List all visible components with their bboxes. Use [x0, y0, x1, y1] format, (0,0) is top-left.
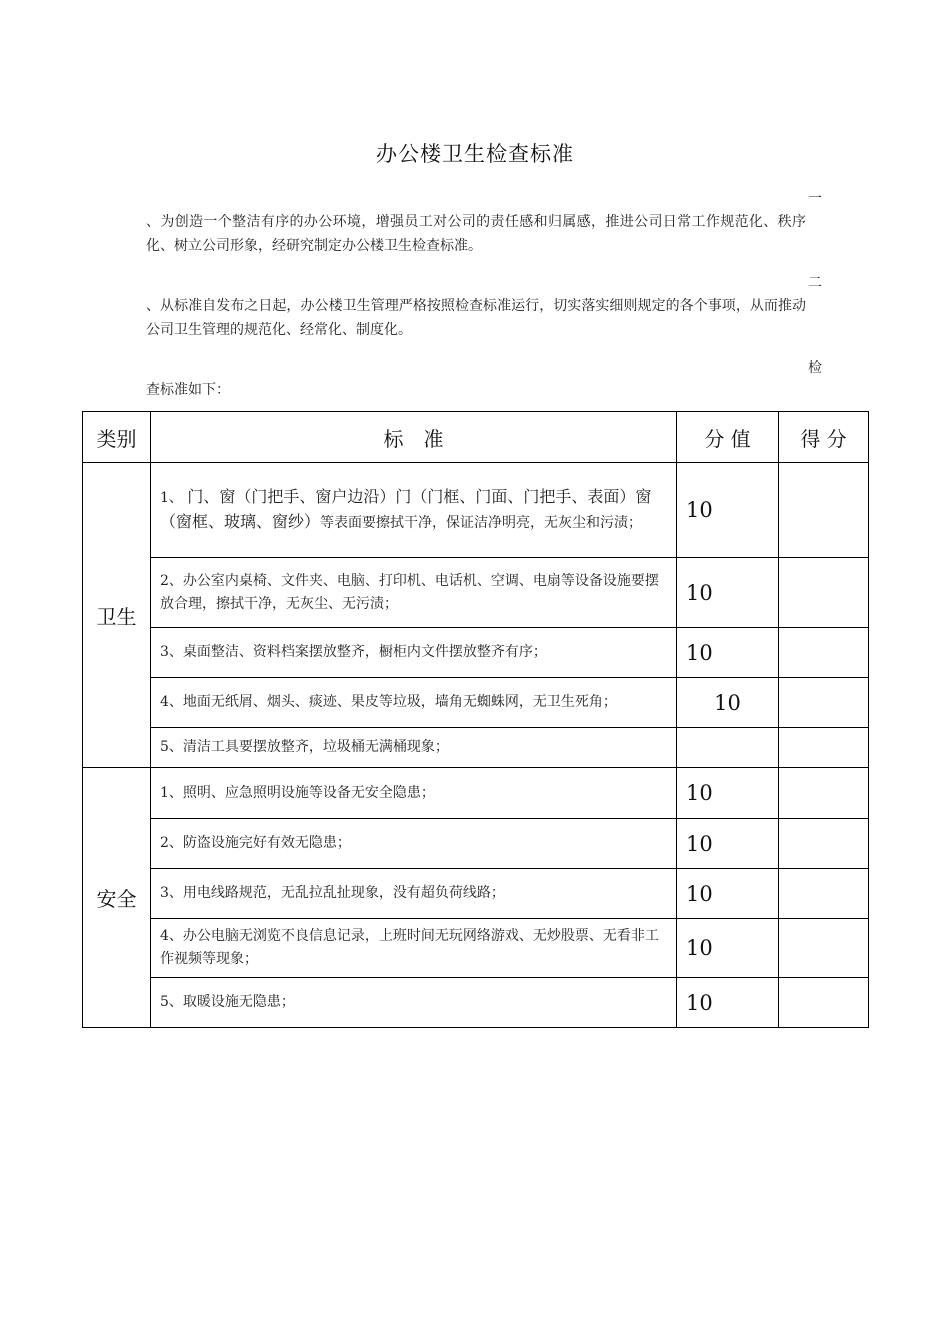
score-obtained-cell[interactable]: [779, 978, 869, 1028]
criterion-text: 3、桌面整洁、资料档案摆放整齐，橱柜内文件摆放整齐有序；: [151, 628, 677, 678]
score-obtained-cell[interactable]: [779, 768, 869, 819]
header-value: 分 值: [677, 412, 779, 463]
score-obtained-cell[interactable]: [779, 869, 869, 919]
score-obtained-cell[interactable]: [779, 919, 869, 978]
score-value: 10: [677, 463, 779, 558]
paragraph-3-marker: 检: [808, 360, 822, 376]
header-standard: 标 准: [151, 412, 677, 463]
criterion-text: 4、地面无纸屑、烟头、痰迹、果皮等垃圾，墙角无蜘蛛网，无卫生死角；: [151, 678, 677, 728]
table-row: [83, 869, 869, 919]
criterion-text: 3、用电线路规范，无乱拉乱扯现象，没有超负荷线路；: [151, 869, 677, 919]
table-row: [83, 819, 869, 869]
score-value: 10: [677, 819, 779, 869]
inspection-standard-table: [82, 411, 869, 1028]
table-row: [83, 919, 869, 978]
score-value: 10: [677, 678, 779, 728]
criterion-text: 2、防盗设施完好有效无隐患；: [151, 819, 677, 869]
score-obtained-cell[interactable]: [779, 728, 869, 768]
criterion-text: 1、照明、应急照明设施等设备无安全隐患；: [151, 768, 677, 819]
score-value: 10: [677, 919, 779, 978]
criterion-text: 5、清洁工具要摆放整齐，垃圾桶无满桶现象；: [151, 728, 677, 768]
paragraph-1-marker: 一: [808, 191, 822, 207]
score-obtained-cell[interactable]: [779, 678, 869, 728]
page-title: 办公楼卫生检查标准: [376, 142, 574, 166]
category-hygiene: 卫生: [83, 463, 151, 768]
category-safety: 安全: [83, 768, 151, 1028]
criterion-text: 4、办公电脑无浏览不良信息记录，上班时间无玩网络游戏、无炒股票、无看非工作视频等现象；: [151, 919, 677, 978]
score-obtained-cell[interactable]: [779, 558, 869, 628]
paragraph-3: 查标准如下：: [146, 382, 230, 398]
score-value: [677, 728, 779, 768]
score-obtained-cell[interactable]: [779, 628, 869, 678]
table-header-row: [83, 412, 869, 463]
header-category: 类别: [83, 412, 151, 463]
table-row: [83, 768, 869, 819]
score-value: 10: [677, 768, 779, 819]
criterion-rest: 等表面要擦拭干净，保证洁净明亮，无灰尘和污渍；: [320, 515, 643, 531]
table-row: [83, 728, 869, 768]
score-value: 10: [677, 558, 779, 628]
table-row: [83, 978, 869, 1028]
paragraph-1: 、为创造一个整洁有序的办公环境，增强员工对公司的责任感和归属感，推进公司日常工作规范化、秩序化、树立公司形象，经研究制定办公楼卫生检查标准。: [146, 214, 806, 254]
criterion-text: [151, 463, 677, 558]
paragraph-2: 、从标准自发布之日起，办公楼卫生管理严格按照检查标准运行，切实落实细则规定的各个事项，从而推动公司卫生管理的规范化、经常化、制度化。: [146, 298, 806, 338]
table-row: [83, 628, 869, 678]
criterion-emphasis: 门、窗（门把手、窗户边沿）门（门框、门面、门把手、表面）窗（窗框、玻璃、窗纱）: [160, 487, 652, 531]
paragraph-2-marker: 二: [808, 275, 822, 291]
table-row: [83, 678, 869, 728]
score-value: 10: [677, 628, 779, 678]
criterion-text: 5、取暖设施无隐患；: [151, 978, 677, 1028]
score-obtained-cell[interactable]: [779, 463, 869, 558]
criterion-text: 2、办公室内桌椅、文件夹、电脑、打印机、电话机、空调、电扇等设备设施要摆放合理，擦拭干净，无灰尘、无污渍；: [151, 558, 677, 628]
score-value: 10: [677, 869, 779, 919]
header-score: 得 分: [779, 412, 869, 463]
criterion-lead: 1、: [160, 490, 188, 506]
table-row: [83, 558, 869, 628]
table-row: [83, 463, 869, 558]
score-value: 10: [677, 978, 779, 1028]
score-obtained-cell[interactable]: [779, 819, 869, 869]
